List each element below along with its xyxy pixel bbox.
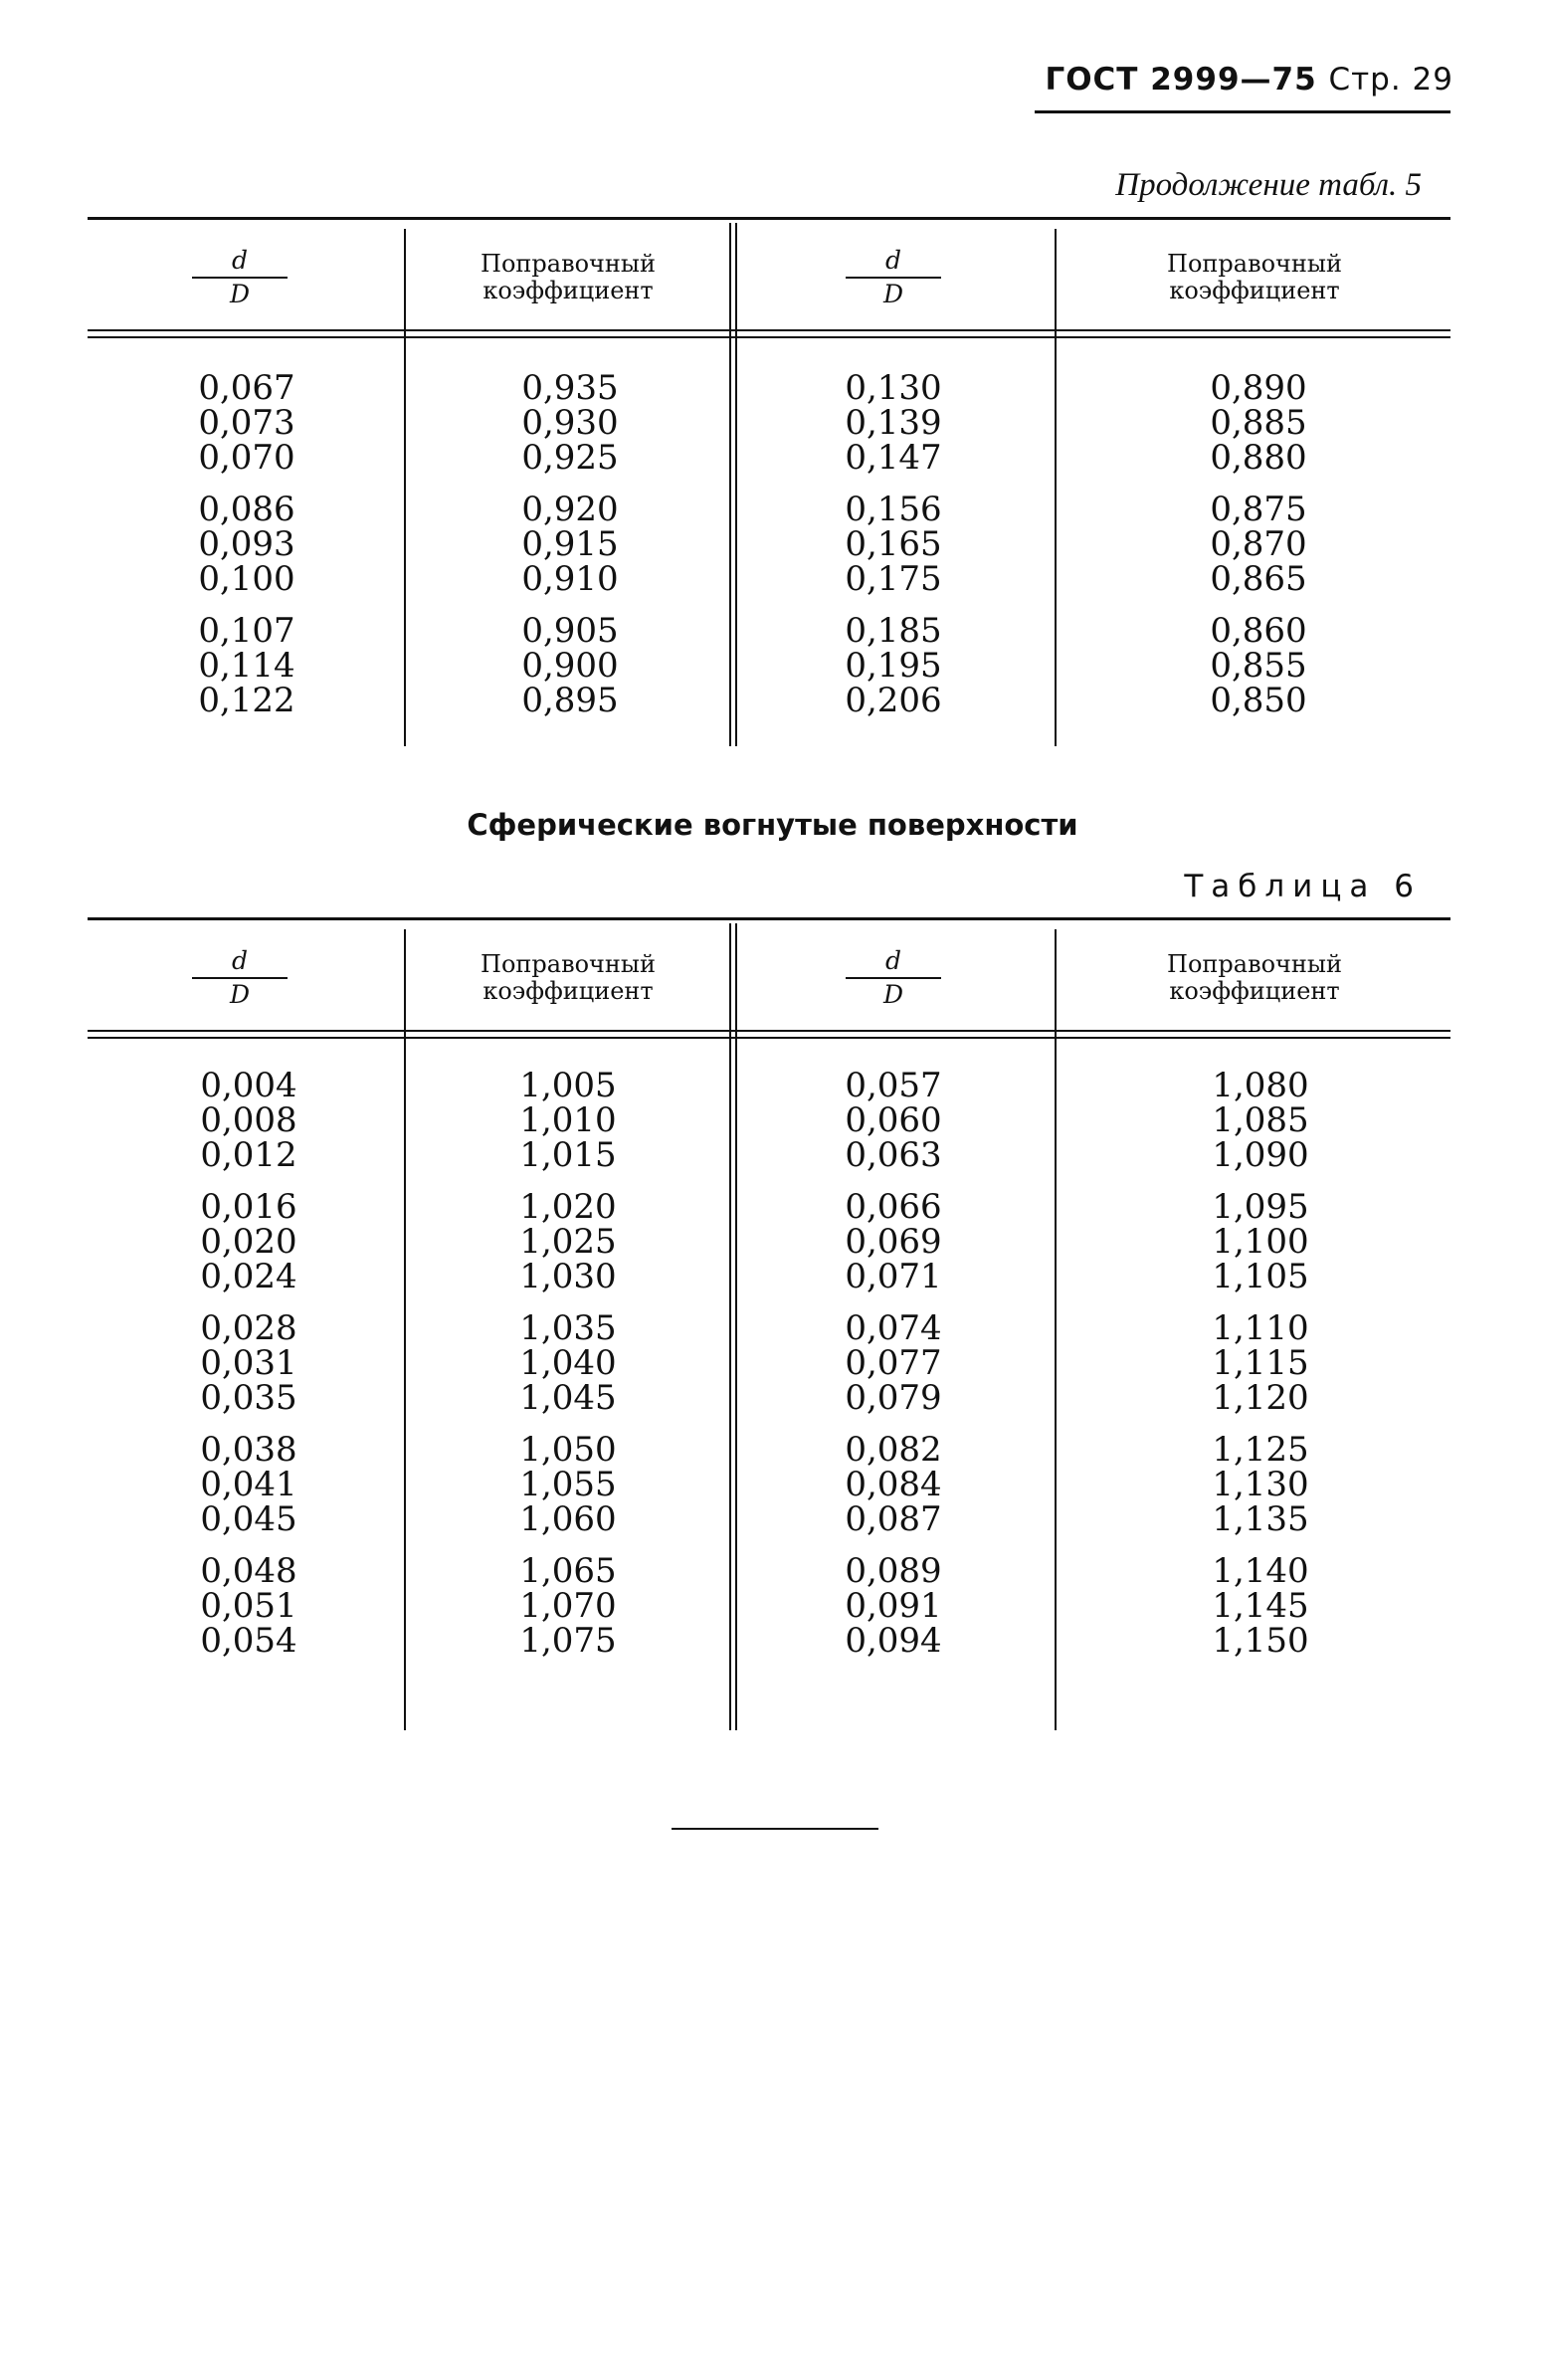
cell: 1,105 bbox=[1212, 1257, 1309, 1296]
cell: 0,077 bbox=[845, 1343, 942, 1383]
table5-top-rule bbox=[88, 217, 1450, 220]
cell: 0,925 bbox=[521, 438, 619, 478]
cell: 1,075 bbox=[519, 1621, 617, 1661]
coef-header-line2: коэффициент bbox=[1169, 977, 1340, 1005]
cell: 0,850 bbox=[1210, 681, 1307, 720]
fraction-bar bbox=[846, 277, 941, 279]
cell: 0,880 bbox=[1210, 438, 1307, 478]
cell: 0,139 bbox=[845, 403, 942, 443]
row-group bbox=[149, 1551, 348, 1661]
table5-coef-header-1 bbox=[408, 251, 728, 304]
cell: 0,165 bbox=[845, 524, 942, 564]
cell: 0,041 bbox=[200, 1465, 297, 1504]
ratio-denominator: D bbox=[882, 280, 904, 308]
cell: 0,920 bbox=[521, 490, 619, 529]
cell: 1,135 bbox=[1212, 1499, 1309, 1539]
ratio-numerator: d bbox=[884, 946, 901, 975]
table5-col-ratio-2 bbox=[794, 368, 993, 735]
cell: 1,115 bbox=[1212, 1343, 1309, 1383]
row-group bbox=[794, 611, 993, 720]
cell: 0,067 bbox=[198, 368, 295, 408]
cell: 1,055 bbox=[519, 1465, 617, 1504]
end-rule bbox=[672, 1828, 878, 1830]
ratio-denominator: D bbox=[882, 980, 904, 1009]
row-group bbox=[1159, 611, 1358, 720]
cell: 0,084 bbox=[845, 1465, 942, 1504]
cell: 0,012 bbox=[200, 1135, 297, 1175]
cell: 1,010 bbox=[519, 1100, 617, 1140]
table5-col-coef-2 bbox=[1159, 368, 1358, 735]
row-group bbox=[794, 368, 993, 478]
table5-coef-header-2 bbox=[1059, 251, 1450, 304]
cell: 0,031 bbox=[200, 1343, 297, 1383]
table6-col-ratio-2 bbox=[794, 1066, 993, 1676]
page-number: Стр. 29 bbox=[1328, 62, 1453, 98]
table5-divider-1 bbox=[404, 229, 406, 746]
cell: 0,147 bbox=[845, 438, 942, 478]
row-group bbox=[469, 1551, 668, 1661]
cell: 0,071 bbox=[845, 1257, 942, 1296]
cell: 0,024 bbox=[200, 1257, 297, 1296]
cell: 0,074 bbox=[845, 1308, 942, 1348]
cell: 0,038 bbox=[200, 1430, 297, 1470]
coef-header-line1: Поправочный bbox=[481, 250, 656, 278]
cell: 0,885 bbox=[1210, 403, 1307, 443]
row-group bbox=[794, 1066, 993, 1175]
cell: 0,020 bbox=[200, 1222, 297, 1262]
cell: 0,066 bbox=[845, 1187, 942, 1227]
cell: 0,073 bbox=[198, 403, 295, 443]
cell: 0,035 bbox=[200, 1378, 297, 1418]
cell: 0,890 bbox=[1210, 368, 1307, 408]
fraction-bar bbox=[192, 977, 288, 979]
cell: 0,057 bbox=[845, 1066, 942, 1105]
table6-divider-3 bbox=[1055, 929, 1057, 1730]
cell: 1,070 bbox=[519, 1586, 617, 1626]
row-group bbox=[1161, 1430, 1360, 1539]
cell: 1,030 bbox=[519, 1257, 617, 1296]
table6-caption: Таблица 6 bbox=[1184, 869, 1422, 904]
cell: 0,093 bbox=[198, 524, 295, 564]
cell: 1,120 bbox=[1212, 1378, 1309, 1418]
table5-header-rule bbox=[88, 329, 1450, 331]
cell: 0,087 bbox=[845, 1499, 942, 1539]
cell: 0,060 bbox=[845, 1100, 942, 1140]
cell: 1,060 bbox=[519, 1499, 617, 1539]
table6-coef-header-1 bbox=[408, 951, 728, 1005]
ratio-numerator: d bbox=[884, 246, 901, 275]
ratio-numerator: d bbox=[231, 946, 248, 975]
table6 bbox=[88, 917, 1450, 1723]
coef-header-line2: коэффициент bbox=[1169, 277, 1340, 304]
row-group bbox=[469, 1430, 668, 1539]
ratio-denominator: D bbox=[229, 280, 251, 308]
cell: 0,070 bbox=[198, 438, 295, 478]
cell: 1,130 bbox=[1212, 1465, 1309, 1504]
cell: 1,080 bbox=[1212, 1066, 1309, 1105]
cell: 0,910 bbox=[521, 559, 619, 599]
cell: 0,094 bbox=[845, 1621, 942, 1661]
cell: 0,048 bbox=[200, 1551, 297, 1591]
cell: 0,089 bbox=[845, 1551, 942, 1591]
cell: 0,069 bbox=[845, 1222, 942, 1262]
table6-col-coef-1 bbox=[469, 1066, 668, 1676]
cell: 0,051 bbox=[200, 1586, 297, 1626]
cell: 1,090 bbox=[1212, 1135, 1309, 1175]
cell: 0,855 bbox=[1210, 646, 1307, 686]
fraction-bar bbox=[192, 277, 288, 279]
cell: 0,016 bbox=[200, 1187, 297, 1227]
table5-ratio-header-1 bbox=[180, 247, 299, 308]
table6-divider-2b bbox=[735, 923, 737, 1730]
coef-header-line1: Поправочный bbox=[1167, 250, 1342, 278]
cell: 1,145 bbox=[1212, 1586, 1309, 1626]
header-rule bbox=[1035, 110, 1450, 113]
coef-header-line1: Поправочный bbox=[1167, 950, 1342, 978]
cell: 1,125 bbox=[1212, 1430, 1309, 1470]
table5-caption: Продолжение табл. 5 bbox=[1115, 167, 1422, 203]
row-group bbox=[147, 368, 346, 478]
cell: 1,025 bbox=[519, 1222, 617, 1262]
row-group bbox=[471, 490, 670, 599]
row-group bbox=[471, 368, 670, 478]
standard-number: ГОСТ 2999—75 bbox=[1045, 62, 1317, 98]
cell: 1,015 bbox=[519, 1135, 617, 1175]
cell: 1,095 bbox=[1212, 1187, 1309, 1227]
cell: 0,063 bbox=[845, 1135, 942, 1175]
row-group bbox=[149, 1308, 348, 1418]
cell: 0,915 bbox=[521, 524, 619, 564]
ratio-denominator: D bbox=[229, 980, 251, 1009]
page-header bbox=[1045, 62, 1453, 98]
row-group bbox=[1161, 1187, 1360, 1296]
coef-header-line2: коэффициент bbox=[483, 977, 654, 1005]
cell: 0,905 bbox=[521, 611, 619, 651]
table5-ratio-header-2 bbox=[834, 247, 953, 308]
row-group bbox=[1161, 1551, 1360, 1661]
row-group bbox=[1161, 1308, 1360, 1418]
cell: 0,935 bbox=[521, 368, 619, 408]
row-group bbox=[149, 1430, 348, 1539]
cell: 0,100 bbox=[198, 559, 295, 599]
cell: 0,004 bbox=[200, 1066, 297, 1105]
cell: 1,100 bbox=[1212, 1222, 1309, 1262]
cell: 0,860 bbox=[1210, 611, 1307, 651]
cell: 0,082 bbox=[845, 1430, 942, 1470]
table6-divider-2a bbox=[729, 923, 731, 1730]
cell: 0,175 bbox=[845, 559, 942, 599]
cell: 0,156 bbox=[845, 490, 942, 529]
table6-col-coef-2 bbox=[1161, 1066, 1360, 1676]
cell: 0,054 bbox=[200, 1621, 297, 1661]
table5-col-ratio-1 bbox=[147, 368, 346, 735]
table5-col-coef-1 bbox=[471, 368, 670, 735]
table6-divider-1 bbox=[404, 929, 406, 1730]
row-group bbox=[794, 1308, 993, 1418]
row-group bbox=[794, 1187, 993, 1296]
cell: 0,122 bbox=[198, 681, 295, 720]
cell: 0,930 bbox=[521, 403, 619, 443]
table6-header-rule bbox=[88, 1030, 1450, 1032]
coef-header-line1: Поправочный bbox=[481, 950, 656, 978]
table5-divider-3 bbox=[1055, 229, 1057, 746]
cell: 1,050 bbox=[519, 1430, 617, 1470]
row-group bbox=[1159, 368, 1358, 478]
cell: 1,045 bbox=[519, 1378, 617, 1418]
cell: 0,028 bbox=[200, 1308, 297, 1348]
cell: 0,107 bbox=[198, 611, 295, 651]
cell: 0,895 bbox=[521, 681, 619, 720]
cell: 0,865 bbox=[1210, 559, 1307, 599]
cell: 0,091 bbox=[845, 1586, 942, 1626]
ratio-numerator: d bbox=[231, 246, 248, 275]
cell: 0,079 bbox=[845, 1378, 942, 1418]
cell: 1,085 bbox=[1212, 1100, 1309, 1140]
cell: 0,875 bbox=[1210, 490, 1307, 529]
cell: 1,005 bbox=[519, 1066, 617, 1105]
cell: 0,008 bbox=[200, 1100, 297, 1140]
row-group bbox=[794, 1430, 993, 1539]
row-group bbox=[149, 1066, 348, 1175]
coef-header-line2: коэффициент bbox=[483, 277, 654, 304]
cell: 1,035 bbox=[519, 1308, 617, 1348]
table6-ratio-header-1 bbox=[180, 947, 299, 1009]
table6-coef-header-2 bbox=[1059, 951, 1450, 1005]
cell: 1,020 bbox=[519, 1187, 617, 1227]
cell: 0,195 bbox=[845, 646, 942, 686]
cell: 0,045 bbox=[200, 1499, 297, 1539]
section-title: Сферические вогнутые поверхности bbox=[467, 808, 1078, 842]
row-group bbox=[794, 1551, 993, 1661]
row-group bbox=[794, 490, 993, 599]
table6-top-rule bbox=[88, 917, 1450, 920]
cell: 0,870 bbox=[1210, 524, 1307, 564]
table6-ratio-header-2 bbox=[834, 947, 953, 1009]
cell: 1,040 bbox=[519, 1343, 617, 1383]
cell: 0,114 bbox=[198, 646, 295, 686]
cell: 0,900 bbox=[521, 646, 619, 686]
table5-divider-2a bbox=[729, 223, 731, 746]
cell: 1,150 bbox=[1212, 1621, 1309, 1661]
cell: 0,206 bbox=[845, 681, 942, 720]
table5-header-rule-2 bbox=[88, 336, 1450, 338]
row-group bbox=[469, 1187, 668, 1296]
cell: 0,130 bbox=[845, 368, 942, 408]
cell: 1,110 bbox=[1212, 1308, 1309, 1348]
row-group bbox=[147, 490, 346, 599]
table5 bbox=[88, 217, 1450, 759]
row-group bbox=[1161, 1066, 1360, 1175]
cell: 1,065 bbox=[519, 1551, 617, 1591]
row-group bbox=[147, 611, 346, 720]
cell: 0,086 bbox=[198, 490, 295, 529]
row-group bbox=[469, 1308, 668, 1418]
cell: 0,185 bbox=[845, 611, 942, 651]
cell: 1,140 bbox=[1212, 1551, 1309, 1591]
row-group bbox=[469, 1066, 668, 1175]
fraction-bar bbox=[846, 977, 941, 979]
table6-header-rule-2 bbox=[88, 1037, 1450, 1039]
row-group bbox=[471, 611, 670, 720]
row-group bbox=[1159, 490, 1358, 599]
table5-divider-2b bbox=[735, 223, 737, 746]
table6-col-ratio-1 bbox=[149, 1066, 348, 1676]
row-group bbox=[149, 1187, 348, 1296]
